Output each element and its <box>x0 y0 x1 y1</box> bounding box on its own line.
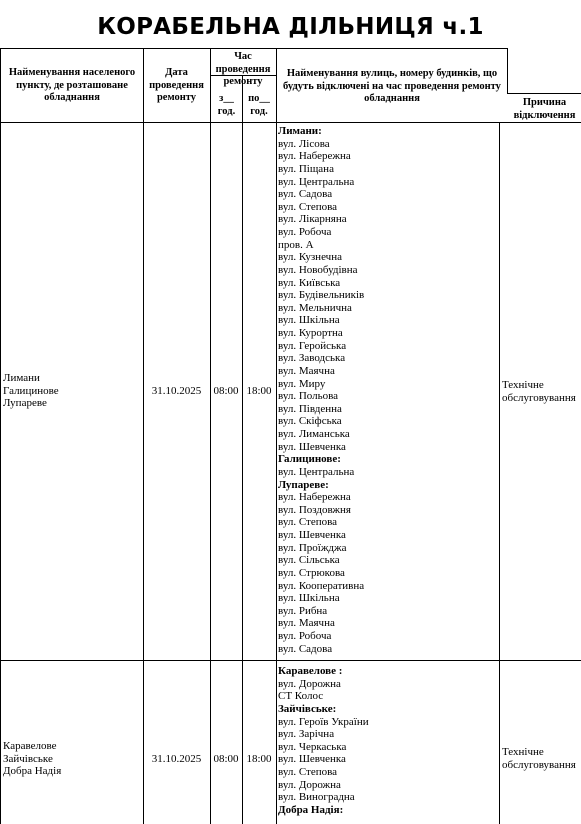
street-name: вул. Лісова <box>278 137 330 150</box>
outage-reason <box>502 746 576 771</box>
time-to: 18:00 <box>246 753 272 765</box>
street-name: вул. Стрюкова <box>278 566 345 579</box>
street-name: вул. Дорожна <box>278 677 341 690</box>
reason-line: Технічне <box>502 746 544 758</box>
street-name: вул. Степова <box>278 200 338 213</box>
header-streets: Найменування вулиць, номеру будинків, що будуть відключені на час проведення ремонту обладнання <box>283 68 501 104</box>
street-name: вул. Центральна <box>278 175 355 188</box>
street-name: вул. Кооперативна <box>278 579 365 592</box>
settlement-heading: Лимани: <box>278 125 322 137</box>
column-divider <box>507 48 508 93</box>
street-name: вул. Черкаська <box>278 740 347 753</box>
street-list <box>278 125 364 655</box>
street-name: вул. Заводська <box>278 352 346 365</box>
column-divider <box>276 48 277 824</box>
settlement-list <box>3 372 59 410</box>
street-name: вул. Рибна <box>278 604 328 617</box>
settlement-name: Галицинове <box>3 384 59 397</box>
street-name: вул. Піщана <box>278 162 334 175</box>
street-name: вул. Новобудівна <box>278 263 358 276</box>
street-name: вул. Шевченка <box>278 529 346 541</box>
column-divider <box>210 48 211 824</box>
header-from: з__ год. <box>217 93 236 117</box>
street-name: вул. Курортна <box>278 327 343 339</box>
reason-line: обслуговування <box>502 758 576 771</box>
street-name: вул. Маячна <box>278 617 335 630</box>
street-name: вул. Дорожна <box>278 778 341 791</box>
settlement-heading: Каравелове : <box>278 665 343 677</box>
row-divider <box>0 660 581 661</box>
repair-date: 31.10.2025 <box>151 753 202 765</box>
street-name: вул. Лиманська <box>278 428 350 440</box>
street-name: вул. Садова <box>278 188 333 201</box>
column-divider <box>242 75 243 824</box>
street-name: вул. Київська <box>278 276 341 289</box>
reason-header-top-border <box>507 93 581 94</box>
street-name: вул. Шевченка <box>278 753 346 766</box>
reason-line: Технічне <box>502 379 544 391</box>
outage-table <box>0 48 581 824</box>
settlement-heading: Добра Надія: <box>278 803 344 816</box>
street-name: вул. Центральна <box>278 465 355 478</box>
column-divider <box>143 48 144 824</box>
street-name: вул. Поздовжня <box>278 503 351 516</box>
street-name: вул. Шевченка <box>278 440 346 453</box>
street-name: вул. Виноградна <box>278 791 355 804</box>
header-to: по__ год. <box>248 93 270 117</box>
settlement-name: Зайчівське <box>3 752 53 765</box>
column-divider <box>499 122 500 824</box>
street-name: пров. А <box>278 238 314 251</box>
settlement-heading: Галицинове: <box>278 453 341 466</box>
reason-line: обслуговування <box>502 391 576 404</box>
street-name: вул. Кузнечна <box>278 251 342 264</box>
street-name: вул. Шкільна <box>278 592 340 605</box>
table-left-border <box>0 48 1 824</box>
street-name: вул. Мельнична <box>278 301 352 314</box>
street-name: вул. Лікарняна <box>278 213 347 226</box>
header-settlement: Найменування населеного пункту, де розташоване обладнання <box>8 67 136 103</box>
settlement-name: Лимани <box>3 372 40 384</box>
street-name: вул. Зарічна <box>278 728 335 741</box>
settlement-heading: Зайчівське: <box>278 702 337 715</box>
header-reason: Причина відключення <box>513 97 576 121</box>
street-name: вул. Садова <box>278 642 333 655</box>
street-name: СТ Колос <box>278 690 324 703</box>
street-name: вул. Сільська <box>278 554 340 567</box>
time-from: 08:00 <box>213 753 239 765</box>
settlement-heading: Лупареве: <box>278 478 329 491</box>
table-top-border <box>0 48 507 49</box>
street-name: вул. Проїжджа <box>278 541 347 554</box>
street-list <box>278 665 369 817</box>
street-name: вул. Будівельників <box>278 289 365 302</box>
header-time: Час проведення ремонту <box>215 51 271 87</box>
header-date: Дата проведення ремонту <box>149 67 204 103</box>
street-name: вул. Південна <box>278 402 342 415</box>
street-name: вул. Маячна <box>278 364 335 377</box>
repair-date: 31.10.2025 <box>151 385 202 397</box>
page-title: КОРАБЕЛЬНА ДІЛЬНИЦЯ ч.1 <box>97 14 484 40</box>
street-name: вул. Скіфська <box>278 415 342 428</box>
street-name: вул. Героїв України <box>278 715 369 728</box>
street-name: вул. Набережна <box>278 491 351 504</box>
outage-reason <box>502 379 576 404</box>
street-name: вул. Робоча <box>278 226 332 238</box>
settlement-name: Лупареве <box>3 397 47 410</box>
street-name: вул. Польова <box>278 390 339 403</box>
street-name: вул. Миру <box>278 377 326 390</box>
time-from: 08:00 <box>213 385 239 397</box>
settlement-name: Каравелове <box>3 740 57 752</box>
street-name: вул. Геройська <box>278 339 347 352</box>
street-name: вул. Степова <box>278 516 338 529</box>
time-to: 18:00 <box>246 385 272 397</box>
header-bottom-border <box>0 122 581 123</box>
street-name: вул. Шкільна <box>278 314 340 327</box>
settlement-list <box>3 740 61 778</box>
street-name: вул. Степова <box>278 766 338 778</box>
settlement-name: Добра Надія <box>3 765 62 778</box>
street-name: вул. Набережна <box>278 150 351 163</box>
street-name: вул. Робоча <box>278 630 332 642</box>
